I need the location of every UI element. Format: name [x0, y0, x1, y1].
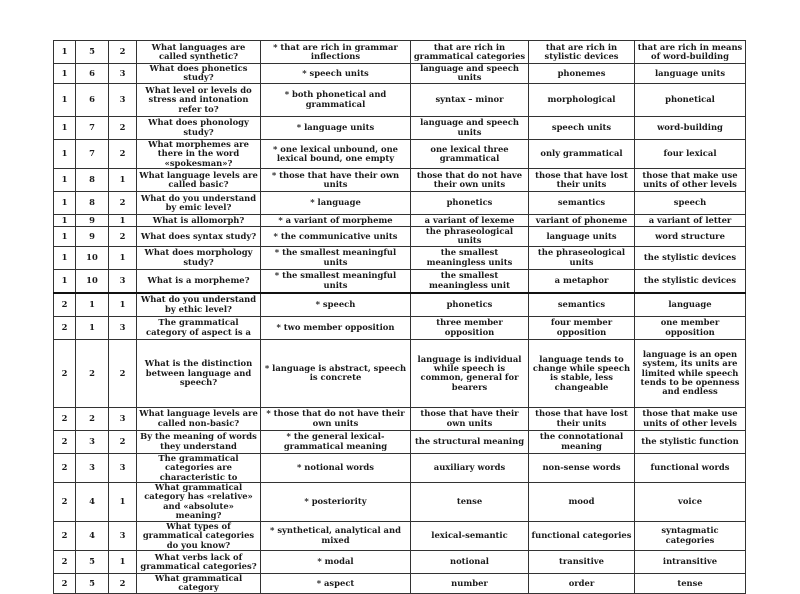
table-row [54, 215, 746, 227]
option-b-cell: lexical-semantic [411, 521, 529, 550]
correct-answer-cell: * speech units [261, 64, 411, 84]
topic-cell: 3 [76, 430, 109, 453]
option-d-cell: language units [635, 64, 746, 84]
correct-answer-cell: * the general lexical-grammatical meaning [261, 430, 411, 453]
topic-cell: 10 [76, 246, 109, 269]
questions-table-body [54, 41, 746, 594]
correct-answer-cell: * notional words [261, 453, 411, 482]
section-cell: 1 [54, 83, 76, 116]
table-row [54, 339, 746, 407]
table-row [54, 41, 746, 64]
correct-answer-cell: * language is abstract, speech is concrete [261, 339, 411, 407]
topic-cell: 8 [76, 169, 109, 192]
question-cell: By the meaning of words they understand [137, 430, 261, 453]
table-row [54, 316, 746, 339]
option-b-cell: language and speech units [411, 116, 529, 139]
option-d-cell: word-building [635, 116, 746, 139]
questions-table [53, 40, 746, 594]
table-row [54, 269, 746, 293]
option-c-cell: the phraseological units [529, 246, 635, 269]
option-c-cell: variant of phoneme [529, 215, 635, 227]
level-cell: 3 [109, 316, 137, 339]
correct-answer-cell: * modal [261, 550, 411, 573]
level-cell: 3 [109, 407, 137, 430]
table-row [54, 64, 746, 84]
topic-cell: 5 [76, 550, 109, 573]
section-cell: 1 [54, 227, 76, 247]
option-d-cell: that are rich in means of word-building [635, 41, 746, 64]
question-cell: What level or levels do stress and intonation refer to? [137, 83, 261, 116]
level-cell: 1 [109, 169, 137, 192]
section-cell: 1 [54, 64, 76, 84]
option-c-cell: the connotational meaning [529, 430, 635, 453]
question-cell: What does phonology study? [137, 116, 261, 139]
topic-cell: 7 [76, 116, 109, 139]
section-cell: 2 [54, 573, 76, 593]
question-cell: What grammatical category has «relative» and «absolute» meaning? [137, 483, 261, 522]
topic-cell: 1 [76, 293, 109, 317]
correct-answer-cell: * synthetical, analytical and mixed [261, 521, 411, 550]
level-cell: 1 [109, 246, 137, 269]
table-row [54, 453, 746, 482]
question-cell: What is allomorph? [137, 215, 261, 227]
topic-cell: 9 [76, 215, 109, 227]
option-b-cell: language and speech units [411, 64, 529, 84]
correct-answer-cell: * aspect [261, 573, 411, 593]
section-cell: 2 [54, 453, 76, 482]
option-d-cell: syntagmatic categories [635, 521, 746, 550]
level-cell: 1 [109, 293, 137, 317]
topic-cell: 8 [76, 192, 109, 215]
question-cell: What morphemes are there in the word «spokesman»? [137, 139, 261, 168]
level-cell: 2 [109, 339, 137, 407]
option-d-cell: language is an open system, its units are limited while speech tends to be openness and endless [635, 339, 746, 407]
correct-answer-cell: * the smallest meaningful units [261, 269, 411, 293]
topic-cell: 2 [76, 407, 109, 430]
question-cell: What verbs lack of grammatical categories? [137, 550, 261, 573]
table-row [54, 293, 746, 317]
question-cell: What do you understand by emic level? [137, 192, 261, 215]
topic-cell: 7 [76, 139, 109, 168]
table-row [54, 227, 746, 247]
option-d-cell: functional words [635, 453, 746, 482]
option-c-cell: mood [529, 483, 635, 522]
section-cell: 1 [54, 215, 76, 227]
topic-cell: 10 [76, 269, 109, 293]
table-row [54, 483, 746, 522]
correct-answer-cell: * one lexical unbound, one lexical bound, one empty [261, 139, 411, 168]
section-cell: 2 [54, 407, 76, 430]
topic-cell: 3 [76, 453, 109, 482]
option-c-cell: semantics [529, 293, 635, 317]
correct-answer-cell: * speech [261, 293, 411, 317]
option-d-cell: language [635, 293, 746, 317]
option-b-cell: phonetics [411, 293, 529, 317]
option-b-cell: that are rich in grammatical categories [411, 41, 529, 64]
option-b-cell: one lexical three grammatical [411, 139, 529, 168]
correct-answer-cell: * the communicative units [261, 227, 411, 247]
correct-answer-cell: * language [261, 192, 411, 215]
level-cell: 3 [109, 269, 137, 293]
table-row [54, 430, 746, 453]
question-cell: What language levels are called non-basic? [137, 407, 261, 430]
topic-cell: 6 [76, 83, 109, 116]
question-cell: The grammatical categories are characteristic to [137, 453, 261, 482]
topic-cell: 4 [76, 483, 109, 522]
level-cell: 2 [109, 573, 137, 593]
table-row [54, 116, 746, 139]
section-cell: 1 [54, 246, 76, 269]
option-b-cell: the smallest meaningless units [411, 246, 529, 269]
level-cell: 1 [109, 550, 137, 573]
section-cell: 2 [54, 293, 76, 317]
section-cell: 2 [54, 521, 76, 550]
section-cell: 2 [54, 339, 76, 407]
option-b-cell: auxiliary words [411, 453, 529, 482]
option-d-cell: one member opposition [635, 316, 746, 339]
section-cell: 2 [54, 316, 76, 339]
option-b-cell: phonetics [411, 192, 529, 215]
section-cell: 1 [54, 116, 76, 139]
table-row [54, 83, 746, 116]
option-b-cell: those that do not have their own units [411, 169, 529, 192]
section-cell: 2 [54, 483, 76, 522]
topic-cell: 4 [76, 521, 109, 550]
option-c-cell: those that have lost their units [529, 169, 635, 192]
option-d-cell: phonetical [635, 83, 746, 116]
level-cell: 3 [109, 453, 137, 482]
question-cell: What is the distinction between language and speech? [137, 339, 261, 407]
option-b-cell: tense [411, 483, 529, 522]
option-c-cell: only grammatical [529, 139, 635, 168]
option-b-cell: those that have their own units [411, 407, 529, 430]
option-d-cell: the stylistic function [635, 430, 746, 453]
option-b-cell: language is individual while speech is common, general for bearers [411, 339, 529, 407]
correct-answer-cell: * those that have their own units [261, 169, 411, 192]
section-cell: 1 [54, 139, 76, 168]
option-d-cell: voice [635, 483, 746, 522]
option-c-cell: phonemes [529, 64, 635, 84]
section-cell: 1 [54, 269, 76, 293]
option-d-cell: four lexical [635, 139, 746, 168]
option-c-cell: order [529, 573, 635, 593]
question-cell: What do you understand by ethic level? [137, 293, 261, 317]
option-d-cell: the stylistic devices [635, 269, 746, 293]
question-cell: What is a morpheme? [137, 269, 261, 293]
option-c-cell: non-sense words [529, 453, 635, 482]
section-cell: 1 [54, 192, 76, 215]
level-cell: 1 [109, 215, 137, 227]
correct-answer-cell: * two member opposition [261, 316, 411, 339]
level-cell: 3 [109, 83, 137, 116]
option-b-cell: the smallest meaningless unit [411, 269, 529, 293]
option-b-cell: syntax – minor [411, 83, 529, 116]
option-d-cell: tense [635, 573, 746, 593]
level-cell: 2 [109, 41, 137, 64]
option-b-cell: the structural meaning [411, 430, 529, 453]
correct-answer-cell: * a variant of morpheme [261, 215, 411, 227]
correct-answer-cell: * that are rich in grammar inflections [261, 41, 411, 64]
option-c-cell: that are rich in stylistic devices [529, 41, 635, 64]
option-d-cell: the stylistic devices [635, 246, 746, 269]
correct-answer-cell: * both phonetical and grammatical [261, 83, 411, 116]
question-cell: The grammatical category of aspect is a [137, 316, 261, 339]
section-cell: 2 [54, 550, 76, 573]
option-d-cell: speech [635, 192, 746, 215]
question-cell: What does morphology study? [137, 246, 261, 269]
level-cell: 2 [109, 430, 137, 453]
table-row [54, 169, 746, 192]
option-c-cell: language units [529, 227, 635, 247]
topic-cell: 2 [76, 339, 109, 407]
level-cell: 2 [109, 192, 137, 215]
option-b-cell: notional [411, 550, 529, 573]
topic-cell: 5 [76, 573, 109, 593]
section-cell: 1 [54, 169, 76, 192]
level-cell: 3 [109, 64, 137, 84]
topic-cell: 5 [76, 41, 109, 64]
option-c-cell: a metaphor [529, 269, 635, 293]
option-b-cell: number [411, 573, 529, 593]
option-c-cell: speech units [529, 116, 635, 139]
table-row [54, 192, 746, 215]
table-row [54, 407, 746, 430]
table-row [54, 139, 746, 168]
level-cell: 3 [109, 521, 137, 550]
option-b-cell: three member opposition [411, 316, 529, 339]
section-cell: 2 [54, 430, 76, 453]
correct-answer-cell: * posteriority [261, 483, 411, 522]
option-c-cell: transitive [529, 550, 635, 573]
level-cell: 2 [109, 227, 137, 247]
table-row [54, 550, 746, 573]
option-b-cell: a variant of lexeme [411, 215, 529, 227]
level-cell: 2 [109, 139, 137, 168]
correct-answer-cell: * those that do not have their own units [261, 407, 411, 430]
question-cell: What language levels are called basic? [137, 169, 261, 192]
question-cell: What does syntax study? [137, 227, 261, 247]
topic-cell: 9 [76, 227, 109, 247]
topic-cell: 6 [76, 64, 109, 84]
section-cell: 1 [54, 41, 76, 64]
option-d-cell: intransitive [635, 550, 746, 573]
table-row [54, 573, 746, 593]
question-cell: What does phonetics study? [137, 64, 261, 84]
table-row [54, 246, 746, 269]
question-cell: What types of grammatical categories do you know? [137, 521, 261, 550]
option-c-cell: semantics [529, 192, 635, 215]
correct-answer-cell: * the smallest meaningful units [261, 246, 411, 269]
correct-answer-cell: * language units [261, 116, 411, 139]
option-c-cell: functional categories [529, 521, 635, 550]
question-cell: What languages are called synthetic? [137, 41, 261, 64]
option-c-cell: language tends to change while speech is stable, less changeable [529, 339, 635, 407]
table-row [54, 521, 746, 550]
level-cell: 1 [109, 483, 137, 522]
option-c-cell: four member opposition [529, 316, 635, 339]
option-c-cell: those that have lost their units [529, 407, 635, 430]
option-d-cell: a variant of letter [635, 215, 746, 227]
option-c-cell: morphological [529, 83, 635, 116]
option-d-cell: word structure [635, 227, 746, 247]
question-cell: What grammatical category [137, 573, 261, 593]
option-d-cell: those that make use units of other levels [635, 407, 746, 430]
level-cell: 2 [109, 116, 137, 139]
topic-cell: 1 [76, 316, 109, 339]
option-b-cell: the phraseological units [411, 227, 529, 247]
option-d-cell: those that make use units of other levels [635, 169, 746, 192]
test-sheet [53, 40, 745, 594]
